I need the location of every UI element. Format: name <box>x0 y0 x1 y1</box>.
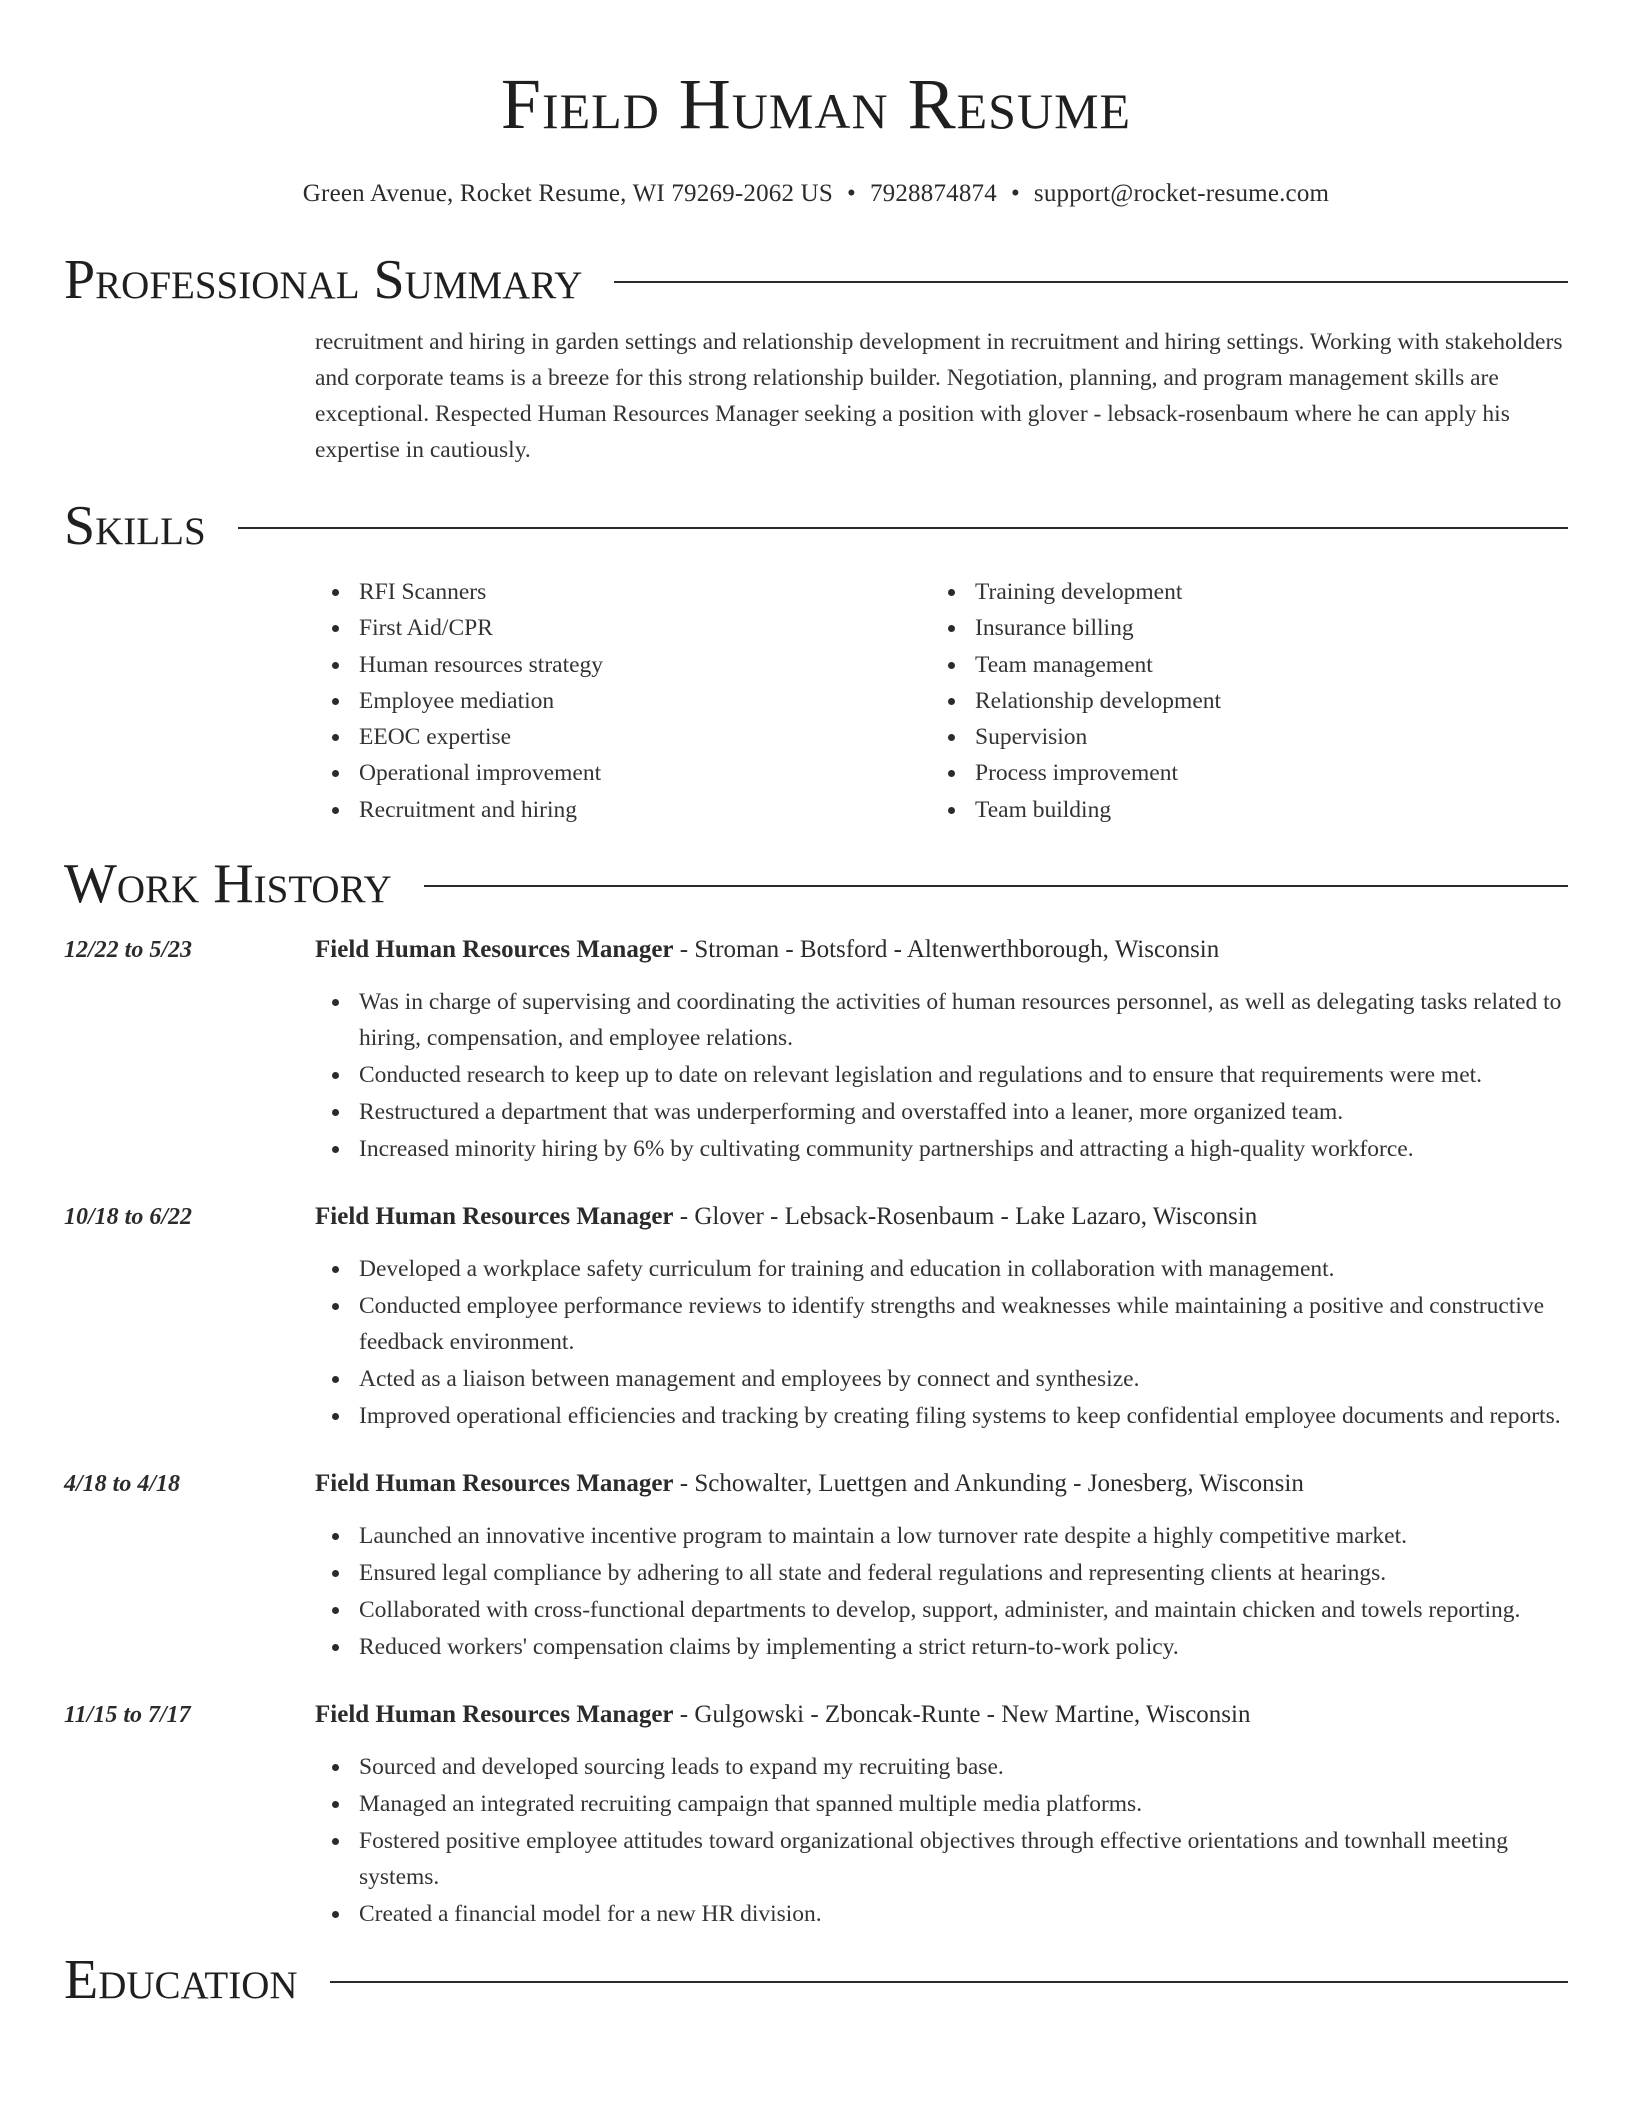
job-duties <box>315 1518 1568 1665</box>
duty-item: Developed a workplace safety curriculum for training and education in collaboration with management. <box>315 1251 1568 1287</box>
skill-item: Process improvement <box>931 755 1547 791</box>
duty-item: Improved operational efficiencies and tracking by creating filing systems to keep confidential employee documents and reports. <box>315 1398 1568 1434</box>
job-details <box>315 1466 1568 1665</box>
skill-item: Relationship development <box>931 683 1547 719</box>
job-entry <box>64 1199 1568 1434</box>
education-section-header <box>64 1948 1568 2012</box>
duty-item: Launched an innovative incentive program to maintain a low turnover rate despite a highly competitive market. <box>315 1518 1568 1554</box>
skill-item: Team building <box>931 792 1547 828</box>
job-heading <box>315 1466 1568 1502</box>
duty-item: Managed an integrated recruiting campaign that spanned multiple media platforms. <box>315 1786 1568 1822</box>
skills-list <box>315 574 1568 828</box>
duty-item: Increased minority hiring by 6% by cultivating community partnerships and attracting a high-quality workforce. <box>315 1131 1568 1167</box>
duty-item: Created a financial model for a new HR division. <box>315 1896 1568 1932</box>
duty-item: Conducted employee performance reviews to identify strengths and weaknesses while maintaining a positive and constructive feedback environment. <box>315 1288 1568 1360</box>
skill-item: Supervision <box>931 719 1547 755</box>
section-divider <box>238 527 1568 529</box>
duty-item: Restructured a department that was underperforming and overstaffed into a leaner, more organized team. <box>315 1094 1568 1130</box>
section-divider <box>424 885 1568 887</box>
contact-phone: 7928874874 <box>869 180 997 207</box>
skills-section-title: Skills <box>64 495 206 557</box>
job-title: Field Human Resources Manager <box>315 1203 674 1231</box>
contact-line <box>64 180 1568 208</box>
contact-email: support@rocket-resume.com <box>1033 180 1330 207</box>
job-dates: 11/15 to 7/17 <box>64 1702 191 1729</box>
skill-item: EEOC expertise <box>315 719 931 755</box>
section-divider <box>330 1981 1568 1983</box>
skills-column-right <box>931 574 1547 828</box>
skill-item: RFI Scanners <box>315 574 931 610</box>
job-entry <box>64 1466 1568 1665</box>
job-entry <box>64 1697 1568 1932</box>
skill-item: Employee mediation <box>315 683 931 719</box>
job-duties <box>315 1749 1568 1932</box>
summary-text: recruitment and hiring in garden settings and relationship development in recruitment and hiring settings. Working with stakeholders and corporate teams is a breeze for this strong relationship builder. Negotiation, planning, and program management skills are exceptional. Respected Human Resources Manager seeking a position with glover - lebsack-rosenbaum where he can apply his expertise in cautiously. <box>315 329 1563 463</box>
skill-item: Training development <box>931 574 1547 610</box>
job-title: Field Human Resources Manager <box>315 1470 674 1498</box>
skill-item: Human resources strategy <box>315 647 931 683</box>
skill-item: Insurance billing <box>931 610 1547 646</box>
job-heading <box>315 1697 1568 1733</box>
summary-section-title: Professional Summary <box>64 249 583 311</box>
contact-separator: • <box>1010 180 1020 207</box>
skills-column-left <box>315 574 931 828</box>
job-duties <box>315 984 1568 1167</box>
skill-item: Team management <box>931 647 1547 683</box>
job-dates: 12/22 to 5/23 <box>64 937 193 964</box>
contact-address: Green Avenue, Rocket Resume, WI 79269-2062 US <box>302 180 833 207</box>
skill-item: First Aid/CPR <box>315 610 931 646</box>
resume-header <box>64 0 1568 208</box>
work-section-header <box>64 852 1568 916</box>
duty-item: Sourced and developed sourcing leads to expand my recruiting base. <box>315 1749 1568 1785</box>
job-company: - Stroman - Botsford - Altenwerthborough, Wisconsin <box>673 936 1220 964</box>
job-details <box>315 1199 1568 1434</box>
job-dates: 10/18 to 6/22 <box>64 1204 193 1231</box>
job-heading <box>315 1199 1568 1235</box>
resume-name: Field Human Resume <box>500 64 1132 144</box>
summary-section-header <box>64 248 1568 312</box>
job-company: - Glover - Lebsack-Rosenbaum - Lake Lazaro, Wisconsin <box>673 1203 1258 1231</box>
duty-item: Reduced workers' compensation claims by implementing a strict return-to-work policy. <box>315 1629 1568 1665</box>
skill-item: Recruitment and hiring <box>315 792 931 828</box>
duty-item: Fostered positive employee attitudes toward organizational objectives through effective orientations and townhall meeting systems. <box>315 1823 1568 1895</box>
duty-item: Conducted research to keep up to date on relevant legislation and regulations and to ensure that requirements were met. <box>315 1057 1568 1093</box>
work-section-title: Work History <box>64 853 392 916</box>
duty-item: Collaborated with cross-functional departments to develop, support, administer, and maintain chicken and towels reporting. <box>315 1592 1568 1628</box>
job-title: Field Human Resources Manager <box>315 1701 674 1729</box>
job-dates: 4/18 to 4/18 <box>64 1471 181 1498</box>
duty-item: Ensured legal compliance by adhering to all state and federal regulations and representing clients at hearings. <box>315 1555 1568 1591</box>
job-details <box>315 932 1568 1167</box>
section-divider <box>614 281 1568 283</box>
job-company: - Gulgowski - Zboncak-Runte - New Martine, Wisconsin <box>673 1701 1251 1729</box>
job-title: Field Human Resources Manager <box>315 936 674 964</box>
job-heading <box>315 932 1568 968</box>
contact-separator: • <box>847 180 856 207</box>
job-duties <box>315 1251 1568 1434</box>
skill-item: Operational improvement <box>315 755 931 791</box>
education-section-title: Education <box>64 1949 298 2012</box>
job-entry <box>64 932 1568 1167</box>
job-details <box>315 1697 1568 1932</box>
duty-item: Was in charge of supervising and coordinating the activities of human resources personnel, as well as delegating tasks related to hiring, compensation, and employee relations. <box>315 984 1568 1056</box>
job-company: - Schowalter, Luettgen and Ankunding - Jonesberg, Wisconsin <box>673 1470 1304 1498</box>
duty-item: Acted as a liaison between management and employees by connect and synthesize. <box>315 1361 1568 1397</box>
work-history-list <box>64 932 1568 1932</box>
skills-section-header <box>64 494 1568 558</box>
